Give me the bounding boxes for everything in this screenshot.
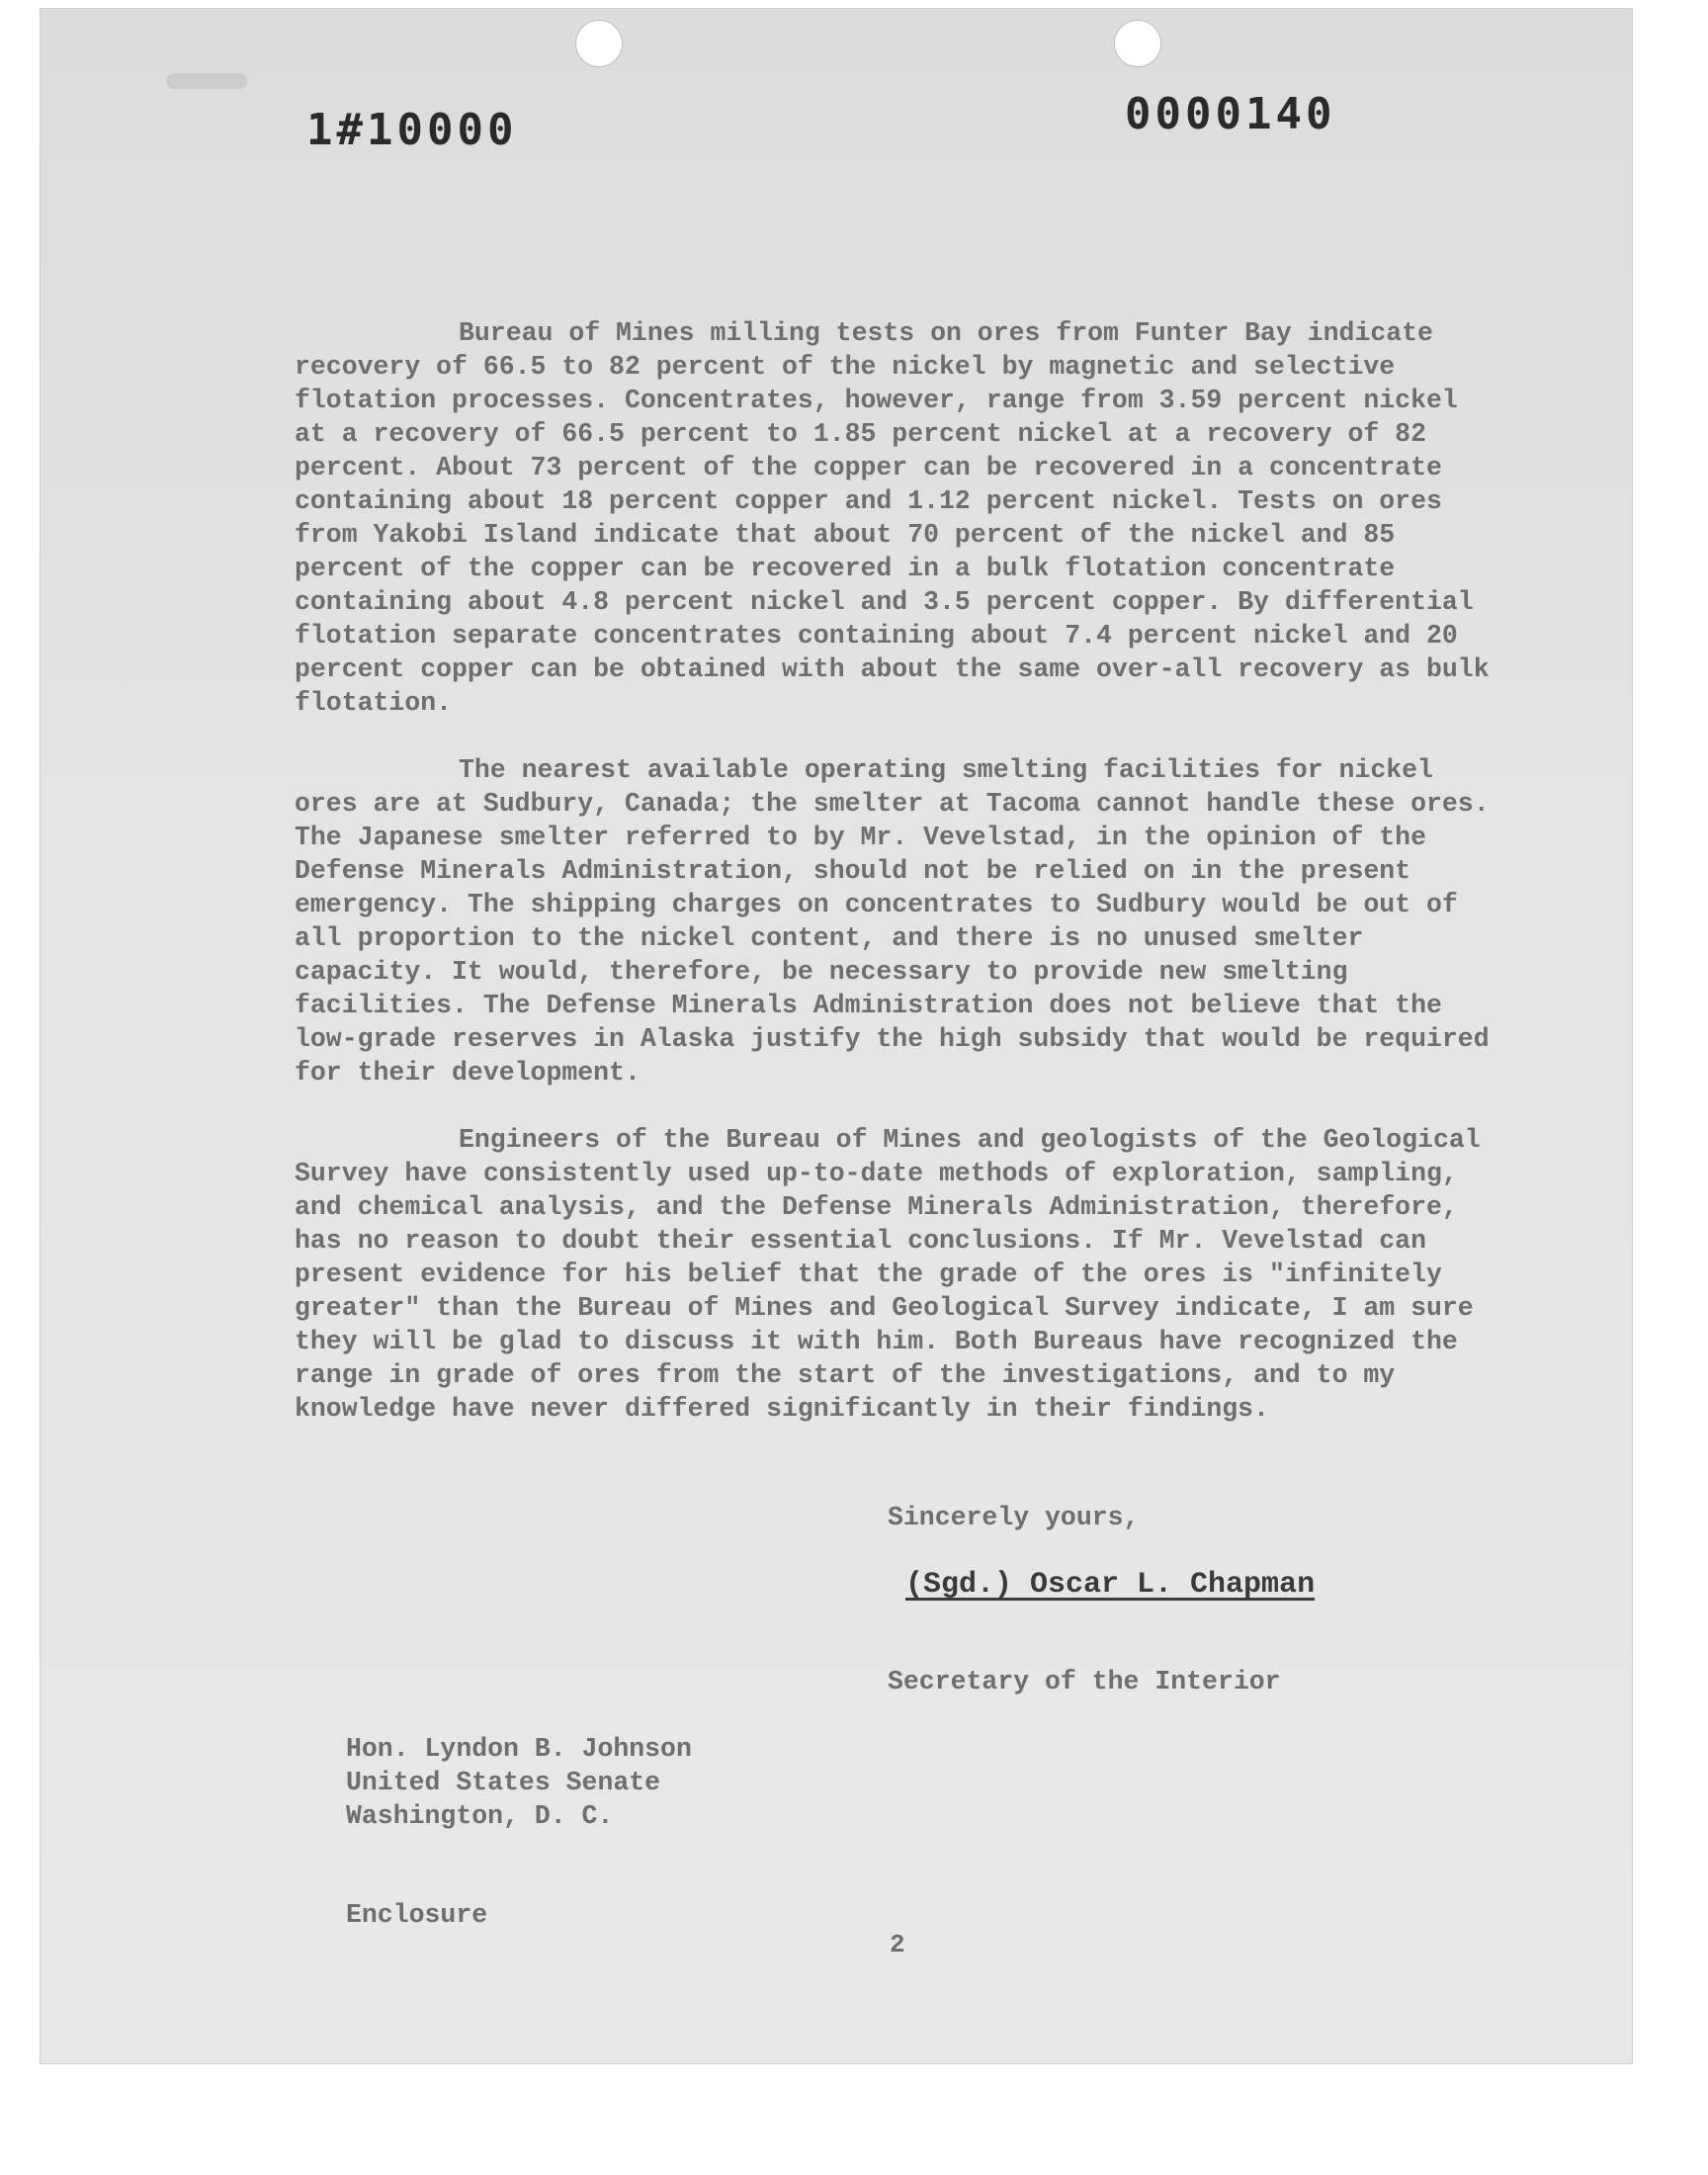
document-id-stamp: 1#10000 xyxy=(306,105,518,155)
signature-line xyxy=(905,1568,1315,1602)
recipient-city: Washington, D. C. xyxy=(346,1801,614,1831)
paragraph-survey-methods: Engineers of the Bureau of Mines and geologists of the Geological Survey have consistently used up-to-date methods of exploration, sampling, and chemical analysis, and the Defense Minerals Administration, therefore, has no reason to doubt their essential conclusions. If Mr. Vevelstad can present evidence for his belief that the grade of the ores is "infinitely greater" than the Bureau of Mines and Geological Survey indicate, I am sure they will be glad to discuss it with him. Both Bureaus have recognized the range in grade of ores from the start of the investigations, and to my knowledge have never differed significantly in their findings. xyxy=(295,1125,1481,1424)
signature-text: (Sgd.) Oscar L. Chapman xyxy=(905,1568,1316,1602)
paragraph-smelting-facilities: The nearest available operating smelting facilities for nickel ores are at Sudbury, Canada; the smelter at Tacoma cannot handle these ores. The Japanese smelter referred to by Mr. Vevelstad, in the opinion of the Defense Minerals Administration, should not be relied on in the present emergency. The shipping charges on concentrates to Sudbury would be out of all proportion to the nickel content, and there is no unused smelter capacity. It would, therefore, be necessary to provide new smelting facilities. The Defense Minerals Administration does not believe that the low-grade reserves in Alaska justify the high subsidy that would be required for their development. xyxy=(295,755,1490,1088)
page-serial-stamp: 0000140 xyxy=(1125,89,1336,139)
ink-smudge xyxy=(166,73,247,89)
letter-page xyxy=(40,8,1633,2064)
paragraph-milling-tests: Bureau of Mines milling tests on ores from Funter Bay indicate recovery of 66.5 to 82 percent of the nickel by magnetic and selective flotation processes. Concentrates, however, range from 3.59 percent nickel at a recovery of 66.5 percent to 1.85 percent nickel at a recovery of 82 percent. About 73 percent of the copper can be recovered in a concentrate containing about 18 percent copper and 1.12 percent nickel. Tests on ores from Yakobi Island indicate that about 70 percent of the nickel and 85 percent of the copper can be recovered in a bulk flotation concentrate containing about 4.8 percent nickel and 3.5 percent copper. By differential flotation separate concentrates containing about 7.4 percent nickel and 20 percent copper can be obtained with about the same over-all recovery as bulk flotation. xyxy=(295,318,1490,718)
signer-title: Secretary of the Interior xyxy=(888,1667,1281,1696)
recipient-name: Hon. Lyndon B. Johnson xyxy=(346,1734,692,1764)
enclosure-note: Enclosure xyxy=(346,1900,488,1930)
recipient-org: United States Senate xyxy=(346,1768,661,1797)
punch-hole-right xyxy=(1114,20,1161,67)
closing-salutation: Sincerely yours, xyxy=(888,1503,1140,1532)
punch-hole-left xyxy=(575,20,623,67)
page-number: 2 xyxy=(890,1930,905,1959)
letter-body xyxy=(295,316,1500,1459)
recipient-address xyxy=(346,1732,692,1833)
